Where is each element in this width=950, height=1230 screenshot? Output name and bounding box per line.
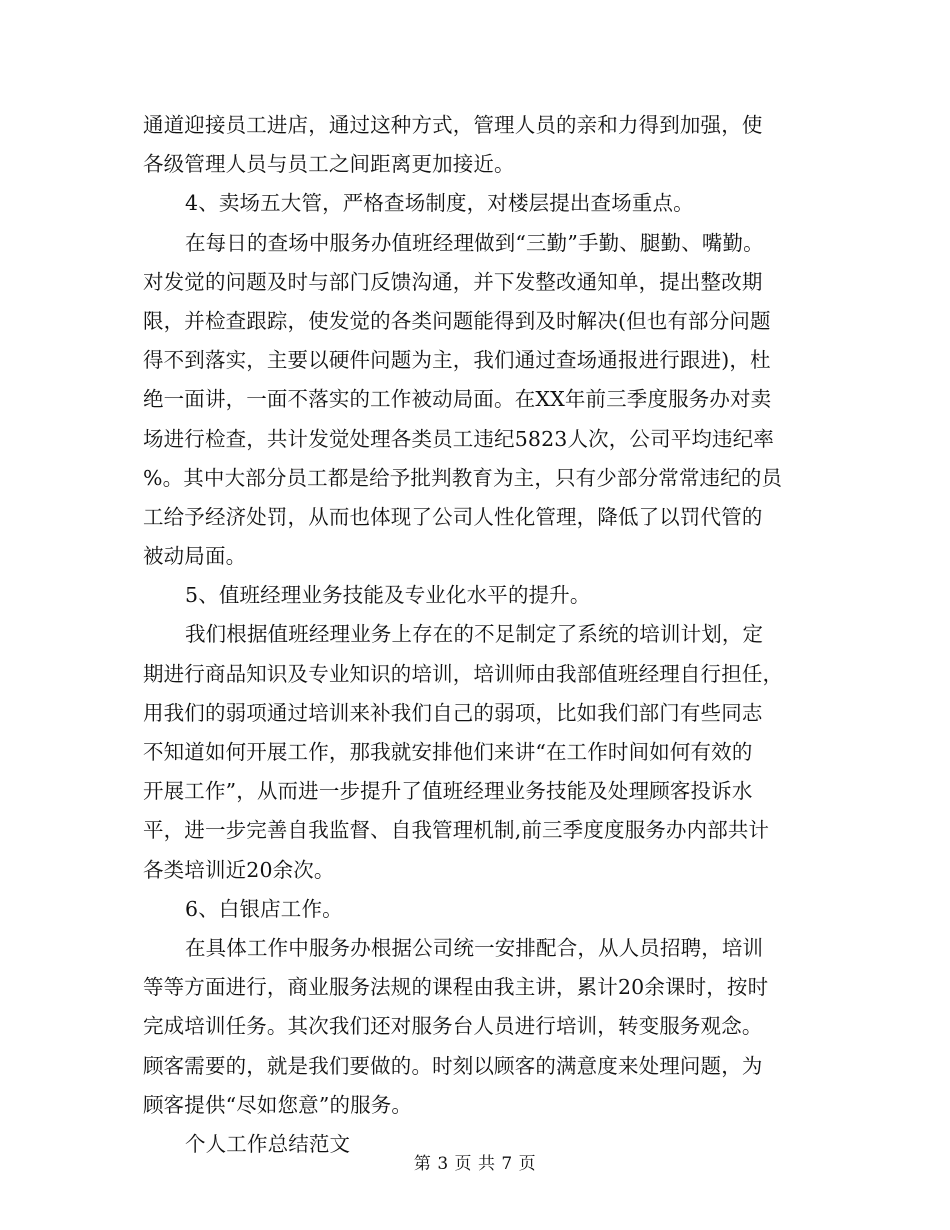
closing-title: 个人工作总结范文 [185,1131,351,1156]
text-line: 不知道如何开展工作，那我就安排他们来讲“在工作时间如何有效的 [143,740,753,764]
text-line: 顾客提供“尽如您意”的服务。 [143,1092,413,1117]
text-line: 被动局面。 [143,544,247,569]
document-body [143,106,815,1164]
text-line: 用我们的弱项通过培训来补我们自己的弱项，比如我们部门有些同志 [143,700,763,725]
text-line: 等等方面进行，商业服务法规的课程由我主讲，累计20余课时，按时 [143,975,769,1000]
text-line: 场进行检查，共计发觉处理各类员工违纪5823人次，公司平均违纪率 [143,426,774,451]
section-heading: 6、白银店工作。 [185,896,343,921]
text-line: 工给予经济处罚，从而也体现了公司人性化管理，降低了以罚代管的 [143,504,763,529]
paragraph-start: 在具体工作中服务办根据公司统一安排配合，从人员招聘，培训 [185,935,764,960]
paragraph-start: 我们根据值班经理业务上存在的不足制定了系统的培训计划，定 [185,622,764,647]
text-line: 开展工作”，从而进一步提升了值班经理业务技能及处理顾客投诉水 [143,779,753,804]
text-line: 顾客需要的，就是我们要做的。时刻以顾客的满意度来处理问题，为 [143,1053,763,1078]
page-footer: 第 3 页 共 7 页 [413,1154,537,1174]
text-line: %。其中大部分员工都是给予批判教育为主，只有少部分常常违纪的员 [143,465,783,490]
section-heading: 5、值班经理业务技能及专业化水平的提升。 [185,583,591,608]
text-line: 完成培训任务。其次我们还对服务台人员进行培训，转变服务观念。 [143,1014,763,1039]
text-line: 绝一面讲，一面不落实的工作被动局面。在XX年前三季度服务办对卖 [143,387,772,412]
text-line: 通道迎接员工进店，通过这种方式，管理人员的亲和力得到加强，使 [143,113,763,137]
text-line: 限，并检查跟踪，使发觉的各类问题能得到及时解决(但也有部分问题 [143,308,771,333]
text-line: 期进行商品知识及专业知识的培训，培训师由我部值班经理自行担任， [143,661,784,686]
text-line: 平，进一步完善自我监督、自我管理机制,前三季度度服务办内部共计 [143,818,770,843]
section-heading: 4、卖场五大管，严格查场制度，对楼层提出查场重点。 [185,191,694,216]
text-line: 对发觉的问题及时与部门反馈沟通，并下发整改通知单，提出整改期 [143,269,763,294]
paragraph-start: 在每日的查场中服务办值班经理做到“三勤”手勤、腿勤、嘴勤。 [185,230,764,255]
text-line: 各级管理人员与员工之间距离更加接近。 [143,152,515,177]
text-line: 各类培训近20余次。 [143,857,335,882]
text-line: 得不到落实，主要以硬件问题为主，我们通过查场通报进行跟进)，杜 [143,348,771,373]
